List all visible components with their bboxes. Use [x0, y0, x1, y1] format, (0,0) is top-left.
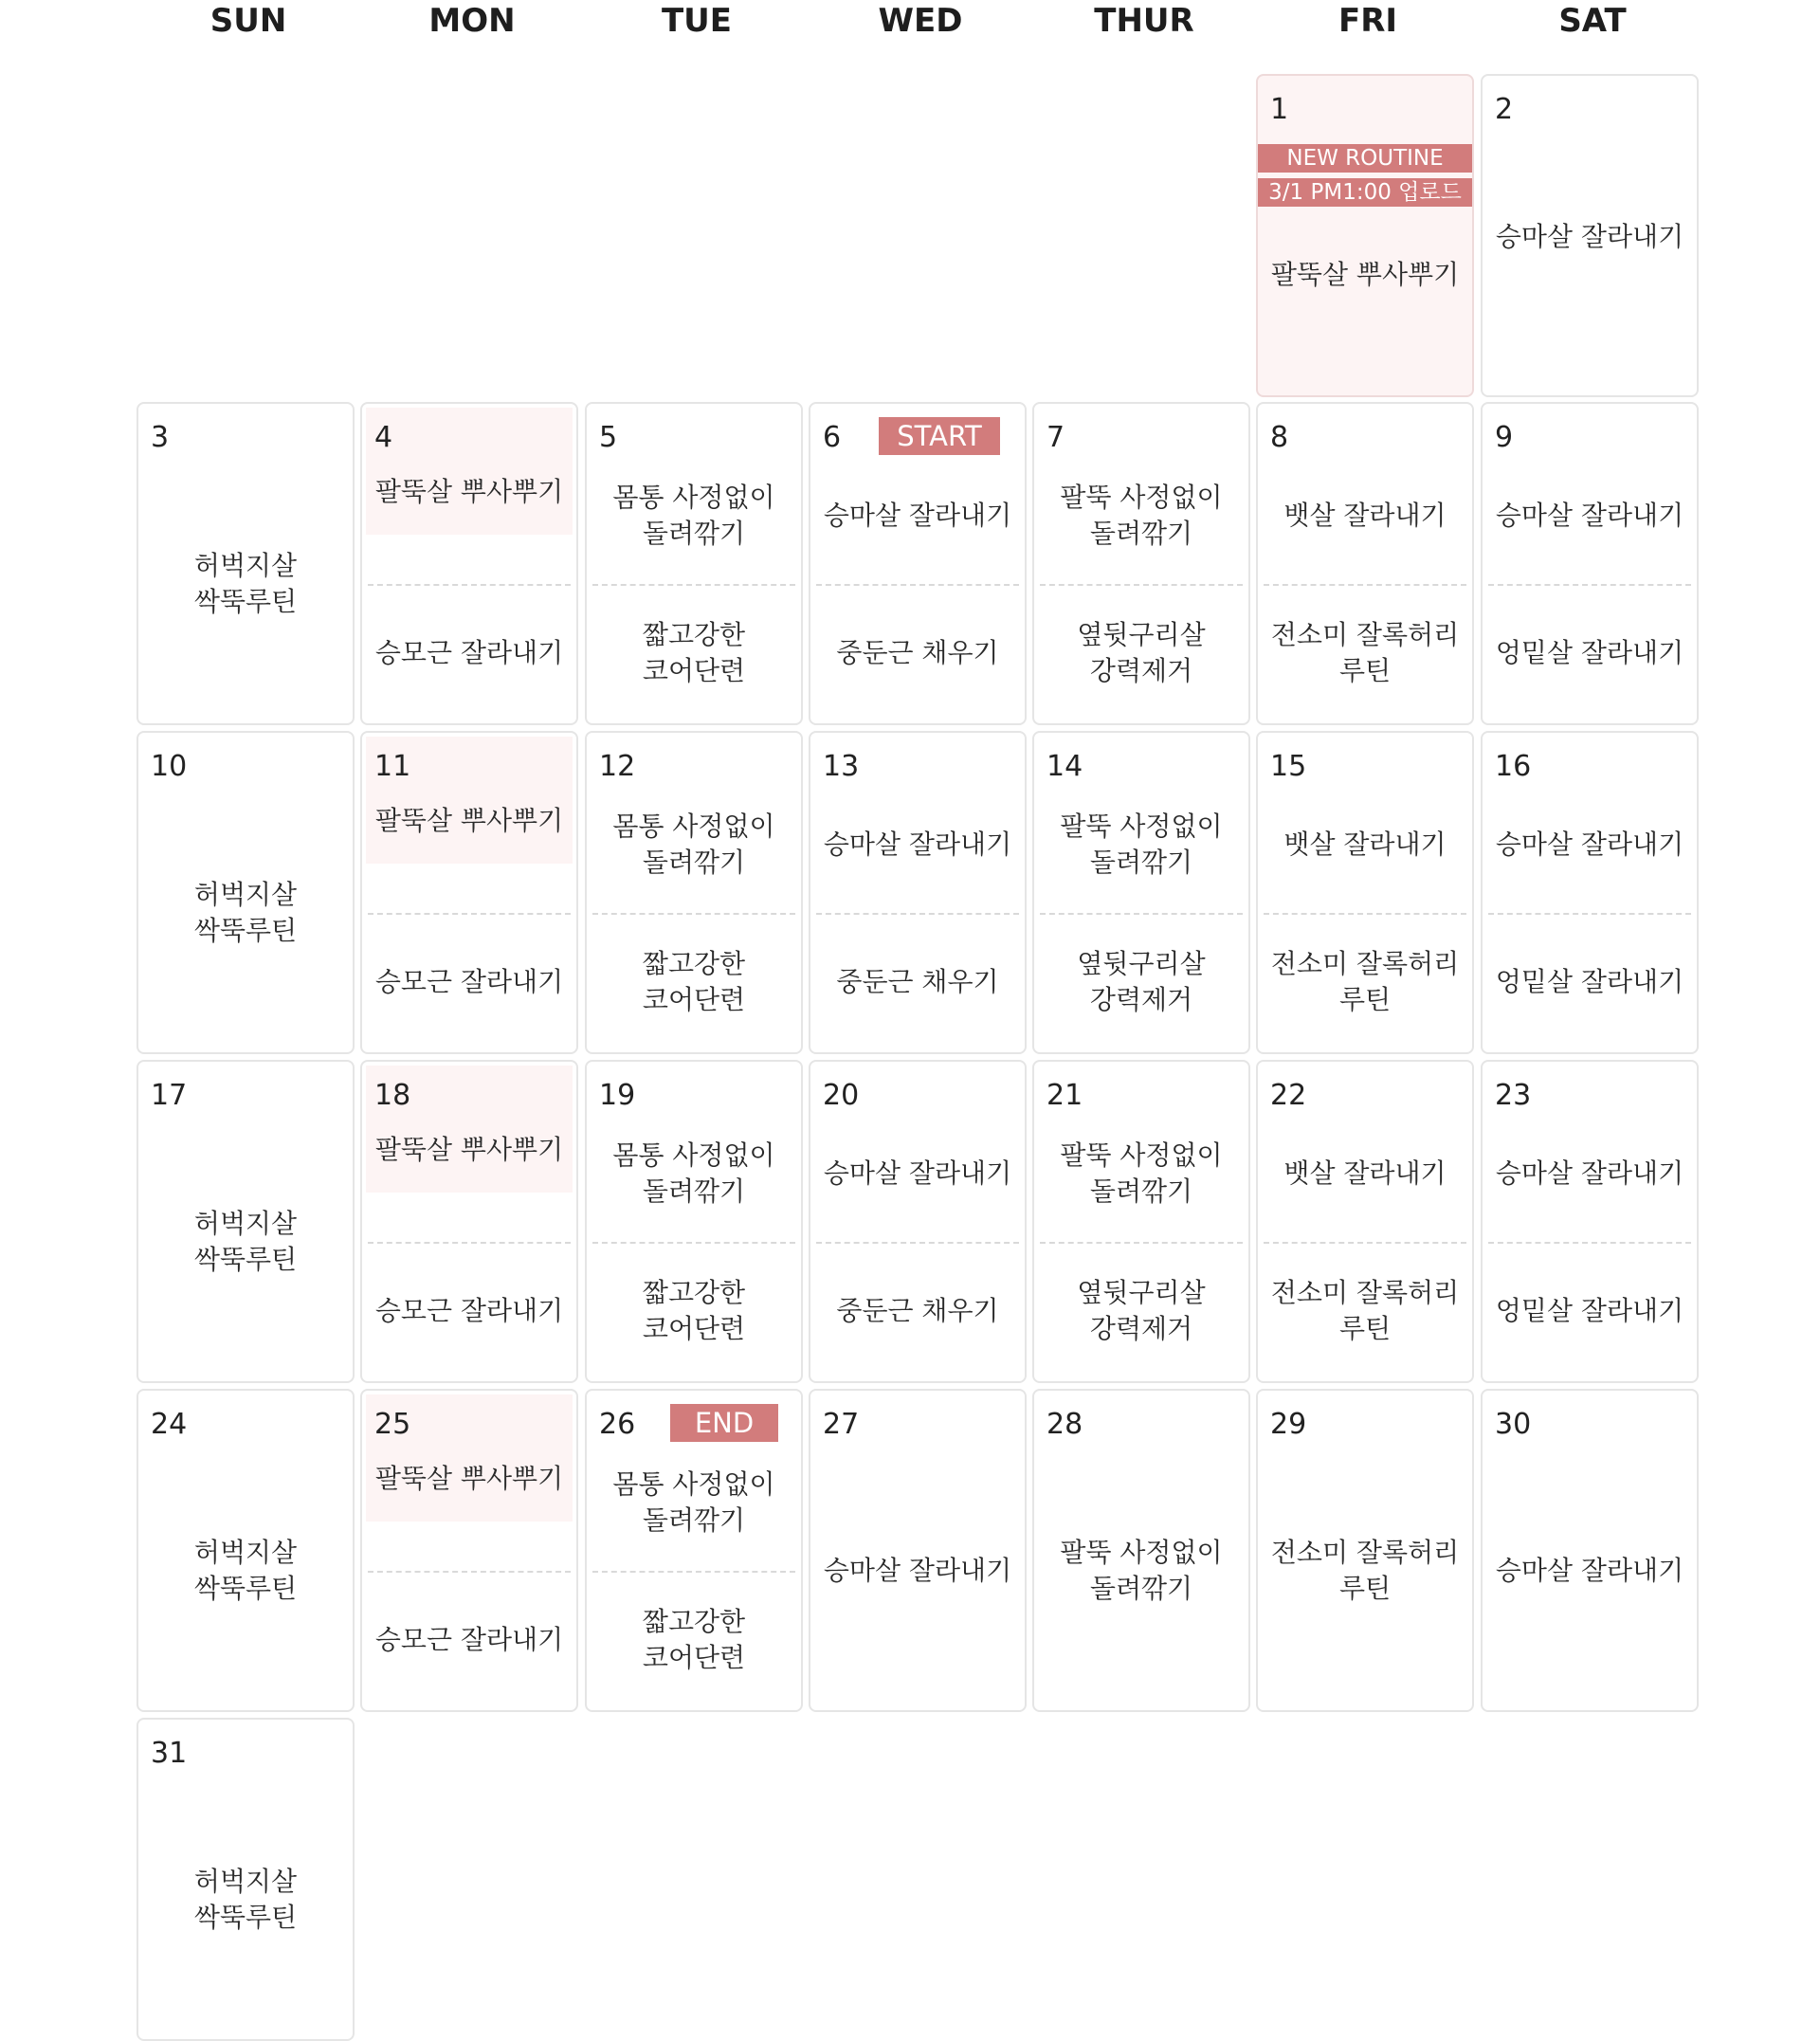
day-cell-7[interactable]	[1032, 402, 1250, 725]
routine-bottom: 엉밑살 잘라내기	[1488, 1242, 1691, 1378]
routine-top: 허벅지살 싹뚝루틴	[193, 1208, 298, 1275]
weekday-sat: SAT	[1558, 2, 1627, 40]
day-cell-21[interactable]	[1032, 1060, 1250, 1383]
day-cell-14[interactable]	[1032, 731, 1250, 1054]
routine-bottom: 전소미 잘록허리 루틴	[1264, 913, 1466, 1049]
day-cell-28[interactable]	[1032, 1389, 1250, 1712]
routine-top: 뱃살 잘라내기	[1283, 829, 1447, 860]
routine-top: 팔뚝 사정없이 돌려깎기	[1060, 1537, 1223, 1604]
day-cell-29[interactable]	[1256, 1389, 1474, 1712]
start-badge: START	[879, 417, 1000, 455]
day-cell-4[interactable]	[360, 402, 578, 725]
routine-top: 팔뚝살 뿌사뿌기	[366, 737, 573, 864]
day-cell-9[interactable]	[1481, 402, 1699, 725]
day-cell-1[interactable]	[1256, 74, 1474, 397]
routine-bottom: 짧고강한 코어단련	[592, 1571, 795, 1707]
day-cell-16[interactable]	[1481, 731, 1699, 1054]
date-number: 6	[823, 421, 842, 454]
date-number: 2	[1495, 93, 1514, 126]
day-cell-15[interactable]	[1256, 731, 1474, 1054]
date-number: 5	[599, 421, 618, 454]
weekday-tue: TUE	[661, 2, 733, 40]
date-number: 3	[151, 421, 170, 454]
date-number: 13	[823, 750, 860, 783]
day-cell-8[interactable]	[1256, 402, 1474, 725]
date-number: 19	[599, 1079, 636, 1112]
routine-bottom: 전소미 잘록허리 루틴	[1264, 584, 1466, 720]
new-routine-banner: NEW ROUTINE	[1258, 144, 1472, 173]
routine-top: 팔뚝살 뿌사뿌기	[366, 408, 573, 535]
end-badge: END	[670, 1404, 778, 1442]
routine-top: 뱃살 잘라내기	[1283, 500, 1447, 531]
date-number: 22	[1270, 1079, 1307, 1112]
routine-bottom: 옆뒷구리살 강력제거	[1040, 1242, 1243, 1378]
date-number: 26	[599, 1408, 636, 1441]
day-cell-13[interactable]	[809, 731, 1027, 1054]
routine-bottom: 승모근 잘라내기	[368, 1571, 571, 1707]
weekday-wed: WED	[878, 2, 963, 40]
weekday-sun: SUN	[209, 2, 287, 40]
routine-bottom: 옆뒷구리살 강력제거	[1040, 584, 1243, 720]
date-number: 20	[823, 1079, 860, 1112]
date-number: 9	[1495, 421, 1514, 454]
day-cell-30[interactable]	[1481, 1389, 1699, 1712]
date-number: 24	[151, 1408, 188, 1441]
day-cell-24[interactable]	[136, 1389, 355, 1712]
date-number: 21	[1046, 1079, 1083, 1112]
routine-bottom: 옆뒷구리살 강력제거	[1040, 913, 1243, 1049]
routine-bottom: 승모근 잘라내기	[368, 584, 571, 720]
day-cell-17[interactable]	[136, 1060, 355, 1383]
date-number: 11	[374, 750, 411, 783]
day-cell-18[interactable]	[360, 1060, 578, 1383]
date-number: 4	[374, 421, 393, 454]
day-cell-12[interactable]	[585, 731, 803, 1054]
date-number: 27	[823, 1408, 860, 1441]
date-number: 1	[1270, 93, 1289, 126]
routine-top: 몸통 사정없이 돌려깎기	[612, 811, 775, 878]
weekday-mon: MON	[428, 2, 516, 40]
routine-top: 몸통 사정없이 돌려깎기	[612, 1139, 775, 1207]
routine-bottom: 승모근 잘라내기	[368, 913, 571, 1049]
routine-top: 팔뚝 사정없이 돌려깎기	[1060, 1139, 1223, 1207]
routine-bottom: 짧고강한 코어단련	[592, 584, 795, 720]
day-cell-20[interactable]	[809, 1060, 1027, 1383]
routine-top: 전소미 잘록허리 루틴	[1270, 1537, 1460, 1604]
date-number: 29	[1270, 1408, 1307, 1441]
day-cell-3[interactable]	[136, 402, 355, 725]
routine-top: 승마살 잘라내기	[1495, 829, 1684, 860]
routine-top: 승마살 잘라내기	[823, 1555, 1012, 1586]
weekday-header	[0, 0, 1820, 47]
routine-top: 팔뚝살 뿌사뿌기	[366, 1066, 573, 1193]
date-number: 23	[1495, 1079, 1532, 1112]
day-cell-10[interactable]	[136, 731, 355, 1054]
day-cell-5[interactable]	[585, 402, 803, 725]
day-cell-6[interactable]	[809, 402, 1027, 725]
routine-top: 승마살 잘라내기	[1495, 500, 1684, 531]
date-number: 28	[1046, 1408, 1083, 1441]
date-number: 31	[151, 1737, 188, 1770]
day-cell-25[interactable]	[360, 1389, 578, 1712]
day-cell-2[interactable]	[1481, 74, 1699, 397]
day-cell-19[interactable]	[585, 1060, 803, 1383]
weekday-thur: THUR	[1094, 2, 1194, 40]
day-cell-26[interactable]	[585, 1389, 803, 1712]
date-number: 14	[1046, 750, 1083, 783]
weekday-fri: FRI	[1338, 2, 1398, 40]
routine-bottom: 중둔근 채우기	[816, 584, 1019, 720]
routine-bottom: 중둔근 채우기	[816, 1242, 1019, 1378]
date-number: 25	[374, 1408, 411, 1441]
routine-bottom: 짧고강한 코어단련	[592, 913, 795, 1049]
routine-top: 팔뚝살 뿌사뿌기	[366, 1394, 573, 1522]
routine-top: 팔뚝 사정없이 돌려깎기	[1060, 811, 1223, 878]
routine-top: 허벅지살 싹뚝루틴	[193, 550, 298, 617]
routine-top: 승마살 잘라내기	[1495, 1555, 1684, 1586]
routine-top: 승마살 잘라내기	[1495, 221, 1684, 252]
routine-top: 승마살 잘라내기	[823, 829, 1012, 860]
routine-top: 허벅지살 싹뚝루틴	[193, 1866, 298, 1933]
routine-bottom: 승모근 잘라내기	[368, 1242, 571, 1378]
routine-top: 팔뚝살 뿌사뿌기	[1270, 259, 1460, 290]
day-cell-31[interactable]	[136, 1718, 355, 2041]
routine-top: 허벅지살 싹뚝루틴	[193, 1537, 298, 1604]
date-number: 17	[151, 1079, 188, 1112]
date-number: 7	[1046, 421, 1065, 454]
routine-bottom: 엉밑살 잘라내기	[1488, 584, 1691, 720]
date-number: 15	[1270, 750, 1307, 783]
routine-top: 승마살 잘라내기	[823, 1157, 1012, 1189]
date-number: 18	[374, 1079, 411, 1112]
date-number: 30	[1495, 1408, 1532, 1441]
day-cell-11[interactable]	[360, 731, 578, 1054]
routine-bottom: 전소미 잘록허리 루틴	[1264, 1242, 1466, 1378]
routine-top: 승마살 잘라내기	[1495, 1157, 1684, 1189]
date-number: 12	[599, 750, 636, 783]
upload-notice-banner: 3/1 PM1:00 업로드	[1258, 178, 1472, 207]
date-number: 10	[151, 750, 188, 783]
day-cell-27[interactable]	[809, 1389, 1027, 1712]
routine-top: 승마살 잘라내기	[823, 500, 1012, 531]
day-cell-22[interactable]	[1256, 1060, 1474, 1383]
date-number: 8	[1270, 421, 1289, 454]
date-number: 16	[1495, 750, 1532, 783]
routine-top: 뱃살 잘라내기	[1283, 1157, 1447, 1189]
routine-top: 팔뚝 사정없이 돌려깎기	[1060, 482, 1223, 549]
routine-bottom: 엉밑살 잘라내기	[1488, 913, 1691, 1049]
routine-top: 허벅지살 싹뚝루틴	[193, 879, 298, 946]
routine-top: 몸통 사정없이 돌려깎기	[612, 1468, 775, 1536]
routine-top: 몸통 사정없이 돌려깎기	[612, 482, 775, 549]
day-cell-23[interactable]	[1481, 1060, 1699, 1383]
routine-bottom: 중둔근 채우기	[816, 913, 1019, 1049]
routine-bottom: 짧고강한 코어단련	[592, 1242, 795, 1378]
